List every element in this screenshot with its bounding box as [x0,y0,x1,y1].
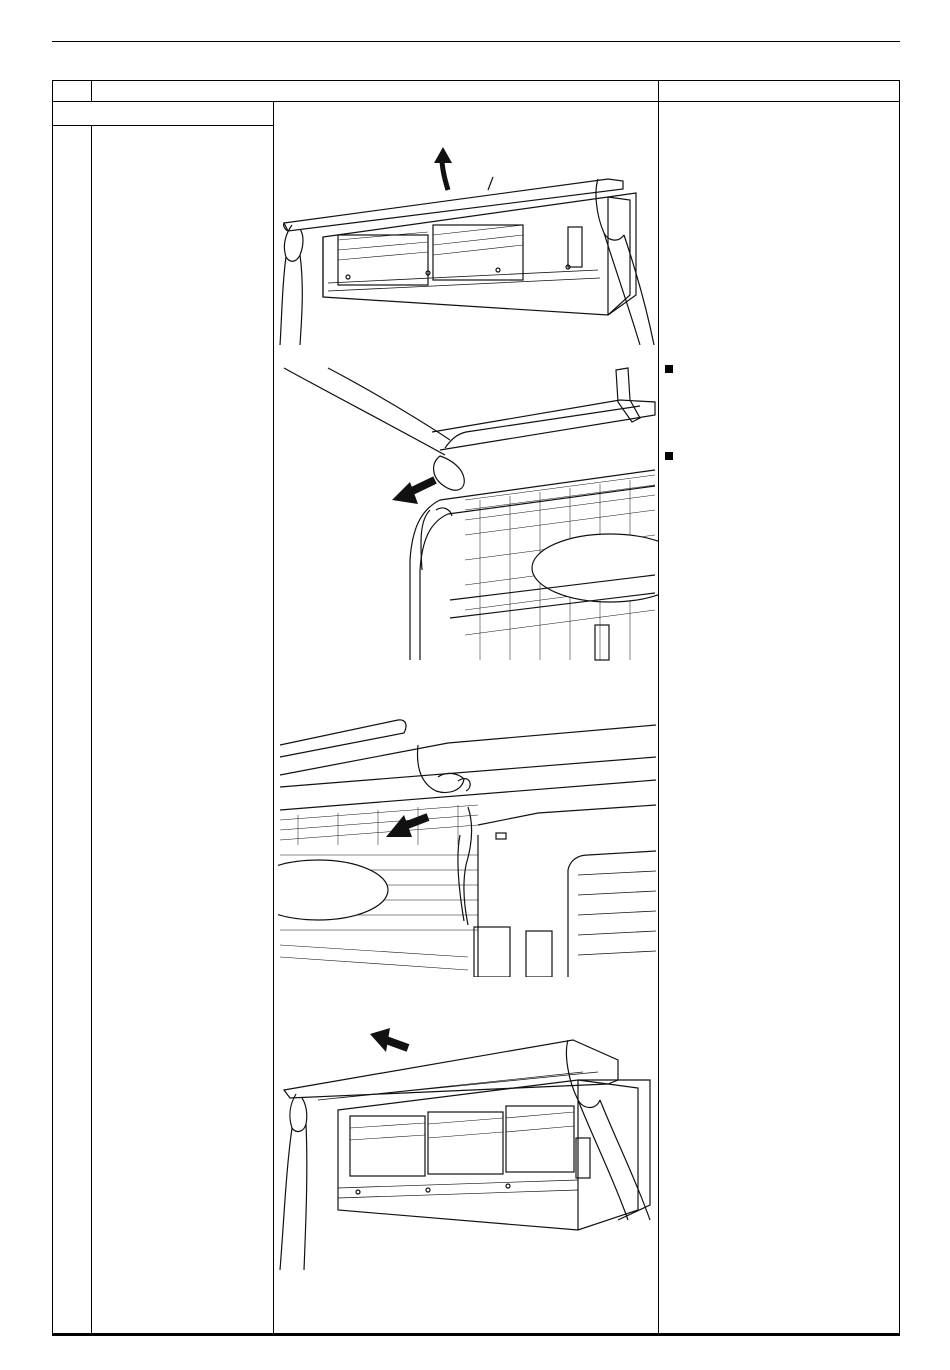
up-arrow-icon [434,147,452,190]
square-bullet-icon [665,452,673,460]
lift-arrow-icon [370,1028,408,1052]
pull-arrow-icon [392,480,435,504]
unhook-right-arm-illustration [278,695,656,977]
remarks-column-divider [658,80,659,1334]
step-column-divider [91,125,92,1334]
table-header-divider [52,101,900,102]
procedure-column-divider [273,101,274,1334]
section-title-divider [52,125,273,126]
step-column-divider-header [91,80,92,101]
top-rule [52,41,900,42]
square-bullet-icon [665,365,673,373]
bottom-rule [52,1334,900,1336]
unhook-left-arm-illustration [280,360,658,665]
open-front-panel-illustration [278,145,656,345]
remove-front-panel-illustration [278,1020,656,1320]
pull-arrow-icon [386,815,428,837]
